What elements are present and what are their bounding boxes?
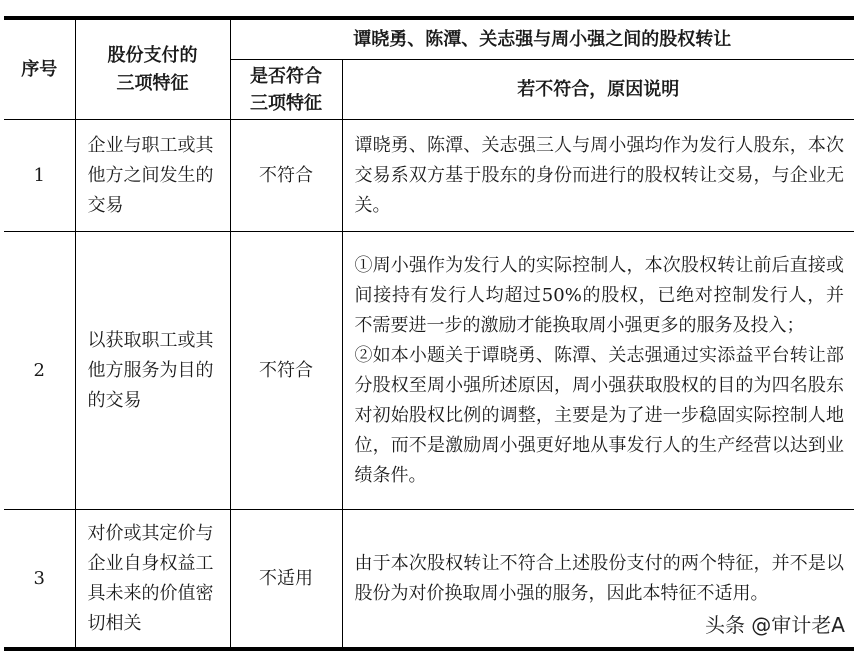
header-feature-text: 股份支付的三项特征 <box>107 44 198 94</box>
row-2-feature: 以获取职工或其他方服务为目的的交易 <box>75 232 230 510</box>
watermark: 头条 @审计老A <box>703 609 847 638</box>
row-1-reason-text: 谭晓勇、陈潭、关志强三人与周小强均作为发行人股东，本次交易系双方基于股东的身份而进行的股权转让交易，与企业无关。 <box>354 134 844 216</box>
bottom-rule <box>4 648 854 651</box>
table-row <box>4 232 854 510</box>
row-1-match: 不符合 <box>230 120 342 232</box>
header-feature <box>75 20 230 120</box>
header-num: 序号 <box>4 20 75 120</box>
row-3-num: 3 <box>4 510 75 648</box>
row-3-match: 不适用 <box>230 510 342 648</box>
table-container <box>4 16 854 651</box>
equity-transfer-table <box>4 19 854 648</box>
row-3-feature: 对价或其定价与企业自身权益工具未来的价值密切相关 <box>75 510 230 648</box>
header-match-text: 是否符合三项特征 <box>250 65 322 114</box>
header-reason: 若不符合，原因说明 <box>342 60 854 120</box>
row-1-reason <box>342 120 854 232</box>
table-row <box>4 120 854 232</box>
row-2-match: 不符合 <box>230 232 342 510</box>
row-1-feature: 企业与职工或其他方之间发生的交易 <box>75 120 230 232</box>
row-2-reason-item-1: ①周小强作为发行人的实际控制人，本次股权转让前后直接或间接持有发行人均超过50%的股权，已绝对控制发行人，并不需要进一步的激励才能换取周小强更多的服务及投入； <box>354 254 844 336</box>
header-group: 谭晓勇、陈潭、关志强与周小强之间的股权转让 <box>230 20 854 60</box>
row-2-reason-item-2: ②如本小题关于谭晓勇、陈潭、关志强通过实添益平台转让部分股权至周小强所述原因，周小强获取股权的目的为四名股东对初始股权比例的调整，主要是为了进一步稳固实际控制人地位，而不是激励周小强更好地从事发行人的生产经营以达到业绩条件。 <box>354 344 844 486</box>
row-2-num: 2 <box>4 232 75 510</box>
row-1-num: 1 <box>4 120 75 232</box>
header-match <box>230 60 342 120</box>
row-3-reason-text: 由于本次股权转让不符合上述股份支付的两个特征，并不是以股份为对价换取周小强的服务，因此本特征不适用。 <box>354 552 844 604</box>
row-2-reason <box>342 232 854 510</box>
